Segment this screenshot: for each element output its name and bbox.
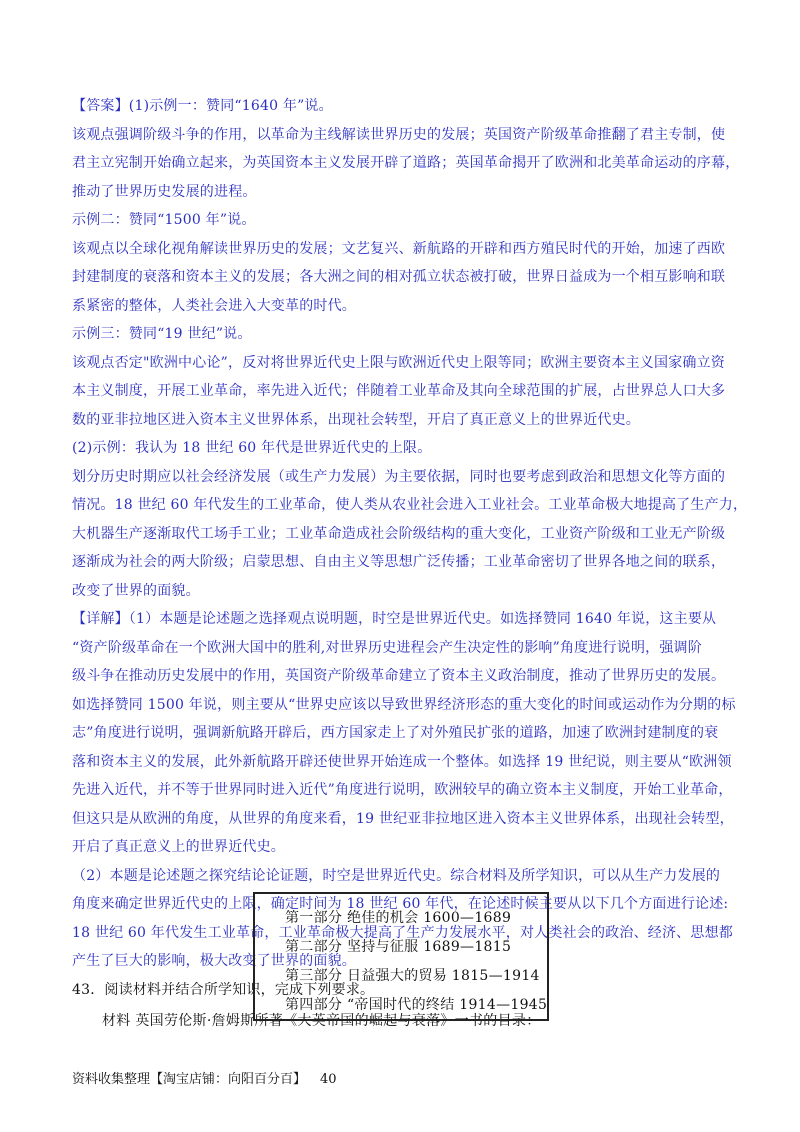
answer-line: 划分历史时期应以社会经济发展（或生产力发展）为主要依据，同时也要考虑到政治和思想文化等方面的 bbox=[72, 468, 726, 485]
detail-line: 先进入近代，并不等于世界同时进入近代”角度进行说明，欧洲较早的确立资本主义制度，开始工业革命， bbox=[72, 782, 733, 798]
detail-line: 但这只是从欧洲的角度，从世界的角度来看，19 世纪亚非拉地区进入资本主义世界体系，出现社会转型， bbox=[72, 810, 734, 827]
detail-line: 角度来确定世界近代史的上限，确定时间为 18 世纪 60 年代，在论述时候主要从以下几个方面进行论述: bbox=[72, 896, 729, 912]
answer-line: 改变了世界的面貌。 bbox=[72, 582, 200, 599]
answer-line: 封建制度的衰落和资本主义的发展；各大洲之间的相对孤立状态被打破，世界日益成为一个相互影响和联 bbox=[72, 269, 726, 285]
answer-line: 数的亚非拉地区进入资本主义世界体系，出现社会转型，开启了真正意义上的世界近代史。 bbox=[72, 411, 640, 428]
page-number: 40 bbox=[320, 1072, 337, 1087]
answer-line: 系紧密的整体，人类社会进入大变革的时代。 bbox=[72, 297, 356, 314]
footer-source: 资料收集整理【淘宝店铺：向阳百分百】 bbox=[72, 1072, 307, 1087]
detail-line: （2）本题是论述题之探究结论论证题，时空是世界近代史。综合材料及所学知识，可以从生产力发展的 bbox=[72, 867, 721, 884]
table-of-contents-box bbox=[253, 892, 549, 1021]
answer-line: 示例三：赞同“19 世纪”说。 bbox=[72, 326, 252, 342]
detail-line: 产生了巨大的影响，极大改变了世界的面貌。 bbox=[72, 953, 356, 969]
question-title: 43．阅读材料并结合所学知识，完成下列要求。 bbox=[72, 981, 375, 998]
material-caption: 材料 英国劳伦斯·詹姆斯所著《大英帝国的崛起与衰落》一书的目录： bbox=[102, 1013, 541, 1029]
detail-line: 18 世纪 60 年代发生工业革命，工业革命极大提高了生产力发展水平，对人类社会的政治、经济、思想都 bbox=[72, 924, 733, 941]
answer-line: (2)示例：我认为 18 世纪 60 年代是世界近代史的上限。 bbox=[72, 440, 432, 456]
answer-line: 本主义制度，开展工业革命，率先进入近代；伴随着工业革命及其向全球范围的扩展，占世界总人口大多 bbox=[72, 383, 726, 399]
answer-section bbox=[72, 92, 748, 605]
answer-line: 大机器生产逐渐取代工场手工业；工业革命造成社会阶级结构的重大变化，工业资产阶级和工业无产阶级 bbox=[72, 525, 726, 542]
answer-line: 【答案】(1)示例一：赞同“1640 年”说。 bbox=[72, 98, 333, 114]
answer-line: 该观点否定"欧洲中心论”，反对将世界近代史上限与欧洲近代史上限等同；欧洲主要资本主义国家确立资 bbox=[72, 354, 725, 371]
answer-line: 逐渐成为社会的两大阶级；启蒙思想、自由主义等思想广泛传播；工业革命密切了世界各地之间的联系， bbox=[72, 554, 726, 570]
detail-line: 级斗争在推动历史发展中的作用，英国资产阶级革命建立了资本主义政治制度，推动了世界历史的发展。 bbox=[72, 668, 726, 684]
toc-row-2: 第二部分 坚持与征服 1689—1815 bbox=[285, 939, 512, 955]
answer-line: 该观点强调阶级斗争的作用，以革命为主线解读世界历史的发展；英国资产阶级革命推翻了君主专制，使 bbox=[72, 126, 726, 143]
toc-row-4: 第四部分 “帝国时代的终结 1914—1945 bbox=[285, 997, 548, 1013]
page-footer bbox=[72, 1068, 337, 1087]
toc-row-1: 第一部分 绝佳的机会 1600—1689 bbox=[285, 910, 512, 926]
answer-line: 该观点以全球化视角解读世界历史的发展；文艺复兴、新航路的开辟和西方殖民时代的开始，加速了西欧 bbox=[72, 240, 726, 257]
detail-line: “资产阶级革命在一个欧洲大国中的胜利,对世界历史进程会产生决定性的影响”角度进行说明，强调阶 bbox=[72, 639, 702, 656]
detail-line: 如选择赞同 1500 年说，则主要从“世界史应该以导致世界经济形态的重大变化的时间或运动作为分期的标 bbox=[72, 696, 736, 713]
answer-line: 君主立宪制开始确立起来，为英国资本主义发展开辟了道路；英国革命揭开了欧洲和北美革命运动的序幕， bbox=[72, 155, 740, 171]
detail-line: 志”角度进行说明，强调新航路开辟后，西方国家走上了对外殖民扩张的道路，加速了欧洲封建制度的衰 bbox=[72, 725, 719, 741]
detail-line: 开启了真正意义上的世界近代史。 bbox=[72, 839, 285, 855]
detail-line: 【详解】（1）本题是论述题之选择观点说明题，时空是世界近代史。如选择赞同 1640 年说，这主要从 bbox=[72, 611, 717, 627]
answer-line: 推动了世界历史发展的进程。 bbox=[72, 183, 257, 200]
toc-row-3: 第三部分 日益强大的贸易 1815—1914 bbox=[285, 968, 540, 984]
detail-line: 落和资本主义的发展，此外新航路开辟还使世界开始连成一个整体。如选择 19 世纪说，则主要从“欧洲领 bbox=[72, 753, 732, 770]
answer-line: 情况。18 世纪 60 年代发生的工业革命，使人类从农业社会进入工业社会。工业革命极大地提高了生产力， bbox=[72, 497, 748, 513]
answer-line: 示例二：赞同“1500 年”说。 bbox=[72, 212, 256, 228]
